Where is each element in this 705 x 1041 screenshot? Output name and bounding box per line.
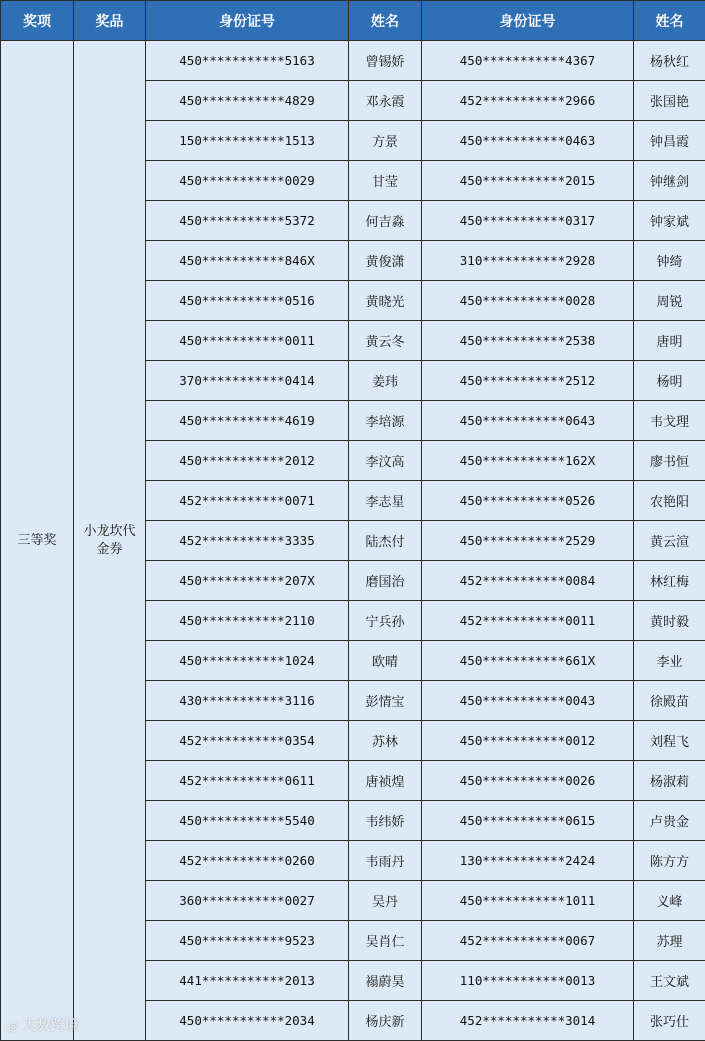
name-cell: 唐祯煌 [349, 761, 422, 801]
name-cell: 杨淑莉 [634, 761, 705, 801]
id-number-cell: 450***********0643 [422, 401, 634, 441]
id-number-cell: 441***********2013 [146, 961, 349, 1001]
name-cell: 韦雨丹 [349, 841, 422, 881]
name-cell: 黄时毅 [634, 601, 705, 641]
id-number-cell: 450***********2015 [422, 161, 634, 201]
name-cell: 农艳阳 [634, 481, 705, 521]
id-number-cell: 450***********0526 [422, 481, 634, 521]
name-cell: 黄云冬 [349, 321, 422, 361]
header-id-1: 身份证号 [146, 1, 349, 41]
id-number-cell: 450***********0516 [146, 281, 349, 321]
header-item: 奖品 [74, 1, 146, 41]
name-cell: 卢贵金 [634, 801, 705, 841]
table-body [1, 41, 705, 1041]
name-cell: 张巧仕 [634, 1001, 705, 1041]
id-number-cell: 450***********9523 [146, 921, 349, 961]
id-number-cell: 452***********3014 [422, 1001, 634, 1041]
name-cell: 黄云渲 [634, 521, 705, 561]
name-cell: 苏理 [634, 921, 705, 961]
id-number-cell: 450***********2034 [146, 1001, 349, 1041]
id-number-cell: 450***********162X [422, 441, 634, 481]
name-cell: 周锐 [634, 281, 705, 321]
name-cell: 杨明 [634, 361, 705, 401]
id-number-cell: 452***********0084 [422, 561, 634, 601]
id-number-cell: 450***********2012 [146, 441, 349, 481]
id-number-cell: 452***********0067 [422, 921, 634, 961]
id-number-cell: 452***********0611 [146, 761, 349, 801]
id-number-cell: 110***********0013 [422, 961, 634, 1001]
name-cell: 廖书恒 [634, 441, 705, 481]
id-number-cell: 370***********0414 [146, 361, 349, 401]
id-number-cell: 430***********3116 [146, 681, 349, 721]
id-number-cell: 360***********0027 [146, 881, 349, 921]
name-cell: 钟继剑 [634, 161, 705, 201]
id-number-cell: 450***********1011 [422, 881, 634, 921]
id-number-cell: 452***********0260 [146, 841, 349, 881]
name-cell: 李汶高 [349, 441, 422, 481]
id-number-cell: 452***********3335 [146, 521, 349, 561]
id-number-cell: 450***********0012 [422, 721, 634, 761]
name-cell: 曾锡娇 [349, 41, 422, 81]
id-number-cell: 450***********4367 [422, 41, 634, 81]
name-cell: 黄晓光 [349, 281, 422, 321]
table-row [1, 41, 705, 81]
header-id-2: 身份证号 [422, 1, 634, 41]
id-number-cell: 450***********0615 [422, 801, 634, 841]
watermark [8, 1015, 78, 1035]
name-cell: 杨秋红 [634, 41, 705, 81]
name-cell: 甘莹 [349, 161, 422, 201]
name-cell: 义峰 [634, 881, 705, 921]
name-cell: 姜玮 [349, 361, 422, 401]
id-number-cell: 450***********0026 [422, 761, 634, 801]
name-cell: 李志星 [349, 481, 422, 521]
name-cell: 方景 [349, 121, 422, 161]
name-cell: 李业 [634, 641, 705, 681]
watermark-logo-icon: ◎ [8, 1019, 19, 1033]
name-cell: 陈方方 [634, 841, 705, 881]
id-number-cell: 450***********2512 [422, 361, 634, 401]
name-cell: 吴肖仁 [349, 921, 422, 961]
watermark-text: 大数跨境 [22, 1018, 79, 1034]
id-number-cell: 450***********2529 [422, 521, 634, 561]
name-cell: 宁兵孙 [349, 601, 422, 641]
prize-item-cell: 小龙坎代金券 [74, 41, 146, 1041]
id-number-cell: 450***********1024 [146, 641, 349, 681]
name-cell: 邓永霞 [349, 81, 422, 121]
id-number-cell: 450***********846X [146, 241, 349, 281]
header-name-1: 姓名 [349, 1, 422, 41]
name-cell: 苏林 [349, 721, 422, 761]
id-number-cell: 450***********2538 [422, 321, 634, 361]
name-cell: 韦纬娇 [349, 801, 422, 841]
name-cell: 钟昌霞 [634, 121, 705, 161]
name-cell: 徐殿苗 [634, 681, 705, 721]
name-cell: 钟绮 [634, 241, 705, 281]
name-cell: 钟家斌 [634, 201, 705, 241]
id-number-cell: 450***********0043 [422, 681, 634, 721]
id-number-cell: 450***********0463 [422, 121, 634, 161]
id-number-cell: 450***********207X [146, 561, 349, 601]
id-number-cell: 450***********661X [422, 641, 634, 681]
id-number-cell: 450***********5540 [146, 801, 349, 841]
name-cell: 杨庆新 [349, 1001, 422, 1041]
name-cell: 刘程飞 [634, 721, 705, 761]
name-cell: 韦戈理 [634, 401, 705, 441]
id-number-cell: 450***********0011 [146, 321, 349, 361]
name-cell: 唐明 [634, 321, 705, 361]
name-cell: 林红梅 [634, 561, 705, 601]
id-number-cell: 310***********2928 [422, 241, 634, 281]
header-prize: 奖项 [1, 1, 74, 41]
id-number-cell: 450***********5163 [146, 41, 349, 81]
id-number-cell: 450***********2110 [146, 601, 349, 641]
name-cell: 吴丹 [349, 881, 422, 921]
id-number-cell: 450***********4829 [146, 81, 349, 121]
name-cell: 陆杰付 [349, 521, 422, 561]
id-number-cell: 452***********0071 [146, 481, 349, 521]
header-row [1, 1, 705, 41]
id-number-cell: 150***********1513 [146, 121, 349, 161]
id-number-cell: 450***********5372 [146, 201, 349, 241]
id-number-cell: 450***********0029 [146, 161, 349, 201]
header-name-2: 姓名 [634, 1, 705, 41]
id-number-cell: 450***********0028 [422, 281, 634, 321]
name-cell: 何吉淼 [349, 201, 422, 241]
prize-level-cell: 三等奖 [1, 41, 74, 1041]
id-number-cell: 452***********0354 [146, 721, 349, 761]
id-number-cell: 452***********0011 [422, 601, 634, 641]
id-number-cell: 130***********2424 [422, 841, 634, 881]
name-cell: 褟蔚昊 [349, 961, 422, 1001]
name-cell: 欧晴 [349, 641, 422, 681]
name-cell: 李培源 [349, 401, 422, 441]
name-cell: 彭情宝 [349, 681, 422, 721]
id-number-cell: 450***********0317 [422, 201, 634, 241]
id-number-cell: 452***********2966 [422, 81, 634, 121]
name-cell: 磨国治 [349, 561, 422, 601]
name-cell: 黄俊潇 [349, 241, 422, 281]
name-cell: 张国艳 [634, 81, 705, 121]
id-number-cell: 450***********4619 [146, 401, 349, 441]
name-cell: 王文斌 [634, 961, 705, 1001]
